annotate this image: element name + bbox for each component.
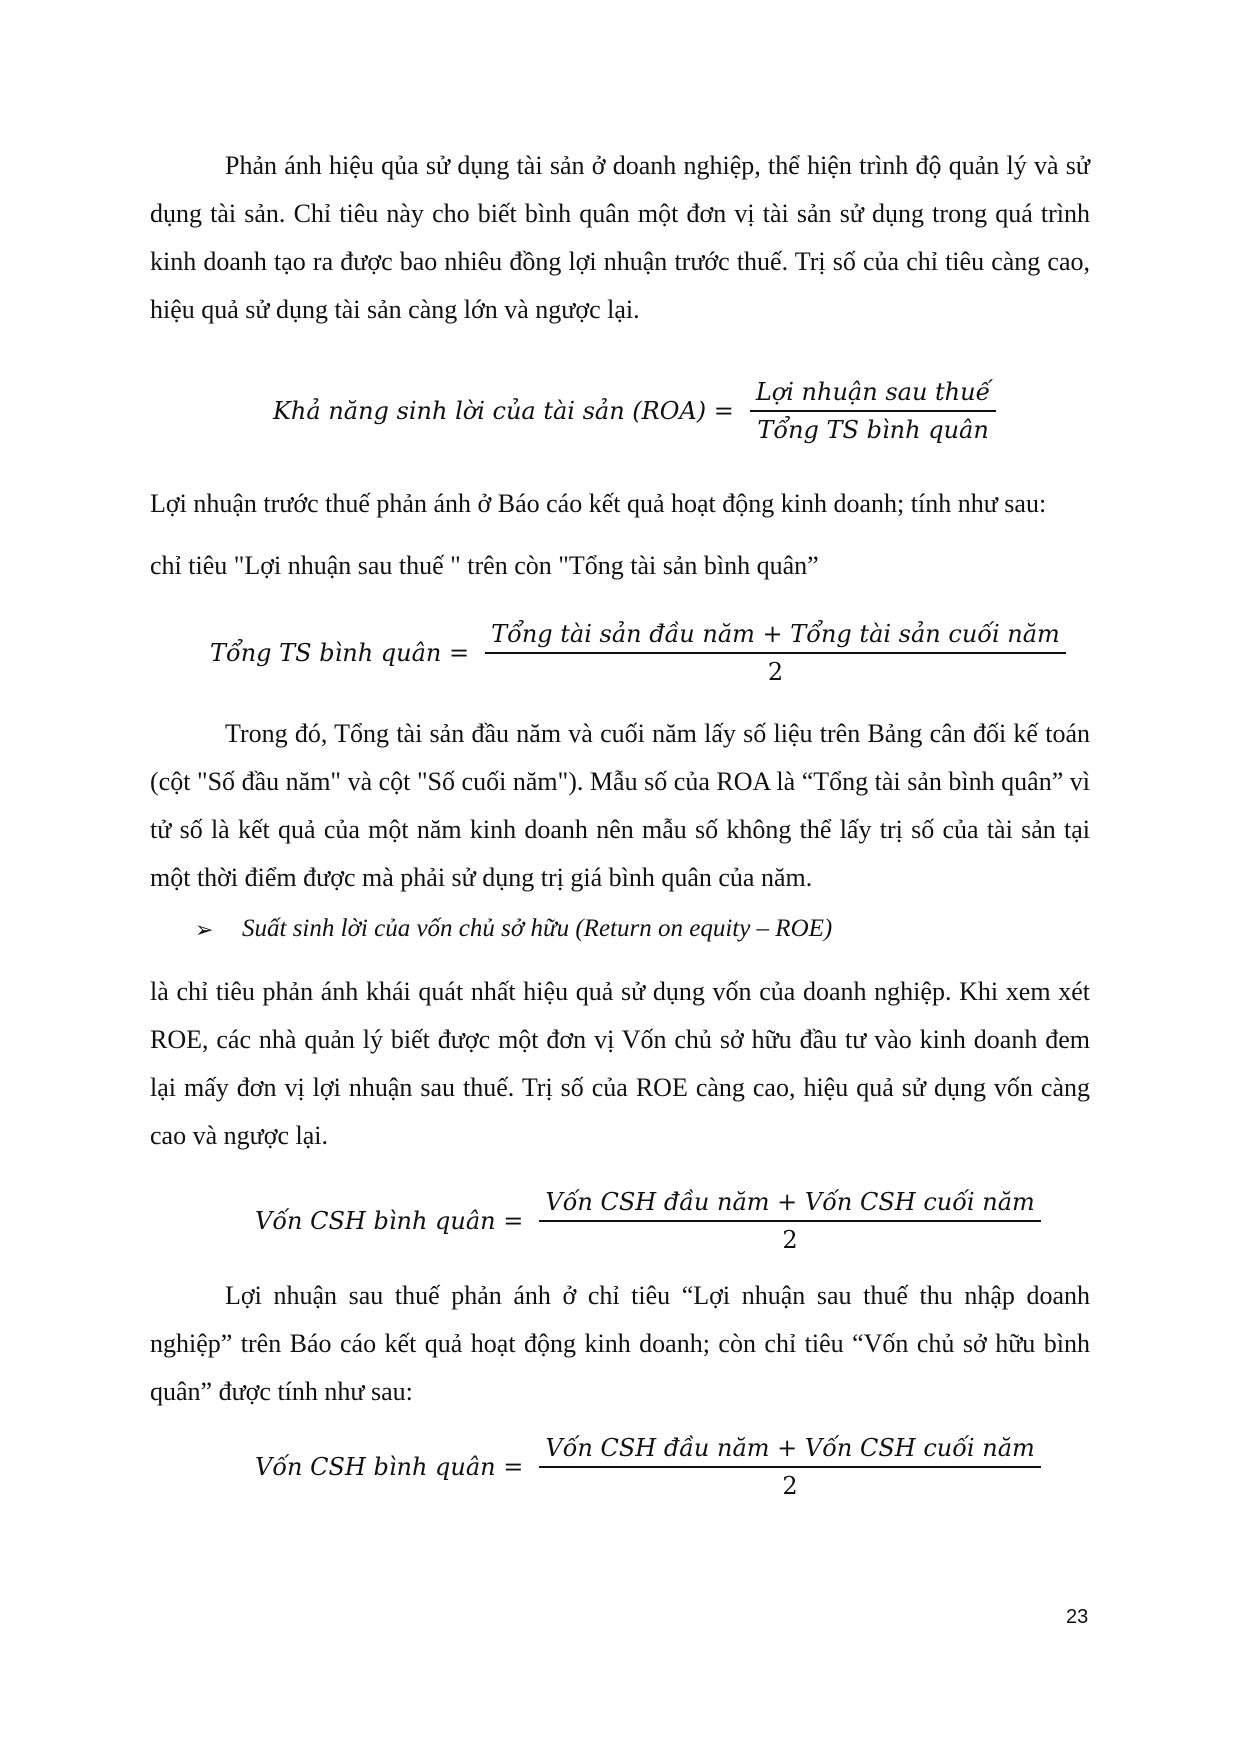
formula-average-equity-2-denominator: 2 [782,1472,798,1500]
paragraph-net-profit-explanation: Lợi nhuận sau thuế phản ánh ở chỉ tiêu “Lợi nhuận sau thuế thu nhập doanh nghiệp” trên Báo cáo kết quả hoạt động kinh doanh; còn chỉ tiêu “Vốn chủ sở hữu bình quân” được tính như sau: [150,1281,1090,1406]
formula-average-equity-1-fraction [539,1188,1040,1254]
formula-roa-lhs: Khả năng sinh lời của tài sản (ROA) = [273,397,734,425]
paragraph-roe-description: là chỉ tiêu phản ánh khái quát nhất hiệu quả sử dụng vốn của doanh nghiệp. Khi xem xét ROE, các nhà quản lý biết được một đơn vị Vốn chủ sở hữu đầu tư vào kinh doanh đem lại mấy đơn vị lợi nhuận sau thuế. Trị số của ROE càng cao, hiệu quả sử dụng vốn càng cao và ngược lại. [150,977,1090,1150]
formula-roa [273,378,996,444]
formula-roa-denominator: Tổng TS bình quân [757,416,989,444]
paragraph-indicator-note: chỉ tiêu "Lợi nhuận sau thuế " trên còn "Tổng tài sản bình quân” [150,551,819,580]
paragraph-profit-source: Lợi nhuận trước thuế phản ánh ở Báo cáo kết quả hoạt động kinh doanh; tính như sau: [150,489,1047,518]
formula-roa-fraction [750,378,997,444]
formula-average-total-assets [210,620,1066,686]
formula-average-equity-2-lhs: Vốn CSH bình quân = [255,1453,524,1481]
formula-roa-numerator: Lợi nhuận sau thuế [750,378,997,412]
formula-average-total-assets-fraction [485,620,1066,686]
paragraph-roa-description: Phản ánh hiệu qủa sử dụng tài sản ở doanh nghiệp, thể hiện trình độ quản lý và sử dụng tài sản. Chỉ tiêu này cho biết bình quân một đơn vị tài sản sử dụng trong quá trình kinh doanh tạo ra được bao nhiêu đồng lợi nhuận trước thuế. Trị số của chỉ tiêu càng cao, hiệu quả sử dụng tài sản càng lớn và ngược lại. [150,151,1090,324]
formula-average-equity-2-numerator: Vốn CSH đầu năm + Vốn CSH cuối năm [539,1434,1040,1468]
formula-average-equity-1-numerator: Vốn CSH đầu năm + Vốn CSH cuối năm [539,1188,1040,1222]
bullet-roe-heading: Suất sinh lời của vốn chủ sở hữu (Return on equity – ROE) [242,915,833,942]
formula-average-total-assets-numerator: Tổng tài sản đầu năm + Tổng tài sản cuối năm [485,620,1066,654]
formula-average-equity-1 [255,1188,1041,1254]
formula-average-equity-1-lhs: Vốn CSH bình quân = [255,1207,524,1235]
formula-average-total-assets-lhs: Tổng TS bình quân = [210,639,470,667]
bullet-arrow-icon: ➢ [195,918,214,943]
formula-average-total-assets-denominator: 2 [767,658,784,686]
paragraph-total-assets-explanation: Trong đó, Tổng tài sản đầu năm và cuối năm lấy số liệu trên Bảng cân đối kế toán (cột "Số đầu năm" và cột "Số cuối năm"). Mẫu số của ROA là “Tổng tài sản bình quân” vì tử số là kết quả của một năm kinh doanh nên mẫu số không thể lấy trị số của tài sản tại một thời điểm được mà phải sử dụng trị giá bình quân của năm. [150,719,1090,892]
page-number: 23 [1066,1606,1089,1628]
formula-average-equity-2 [255,1434,1041,1500]
formula-average-equity-2-fraction [539,1434,1040,1500]
formula-average-equity-1-denominator: 2 [782,1226,798,1254]
